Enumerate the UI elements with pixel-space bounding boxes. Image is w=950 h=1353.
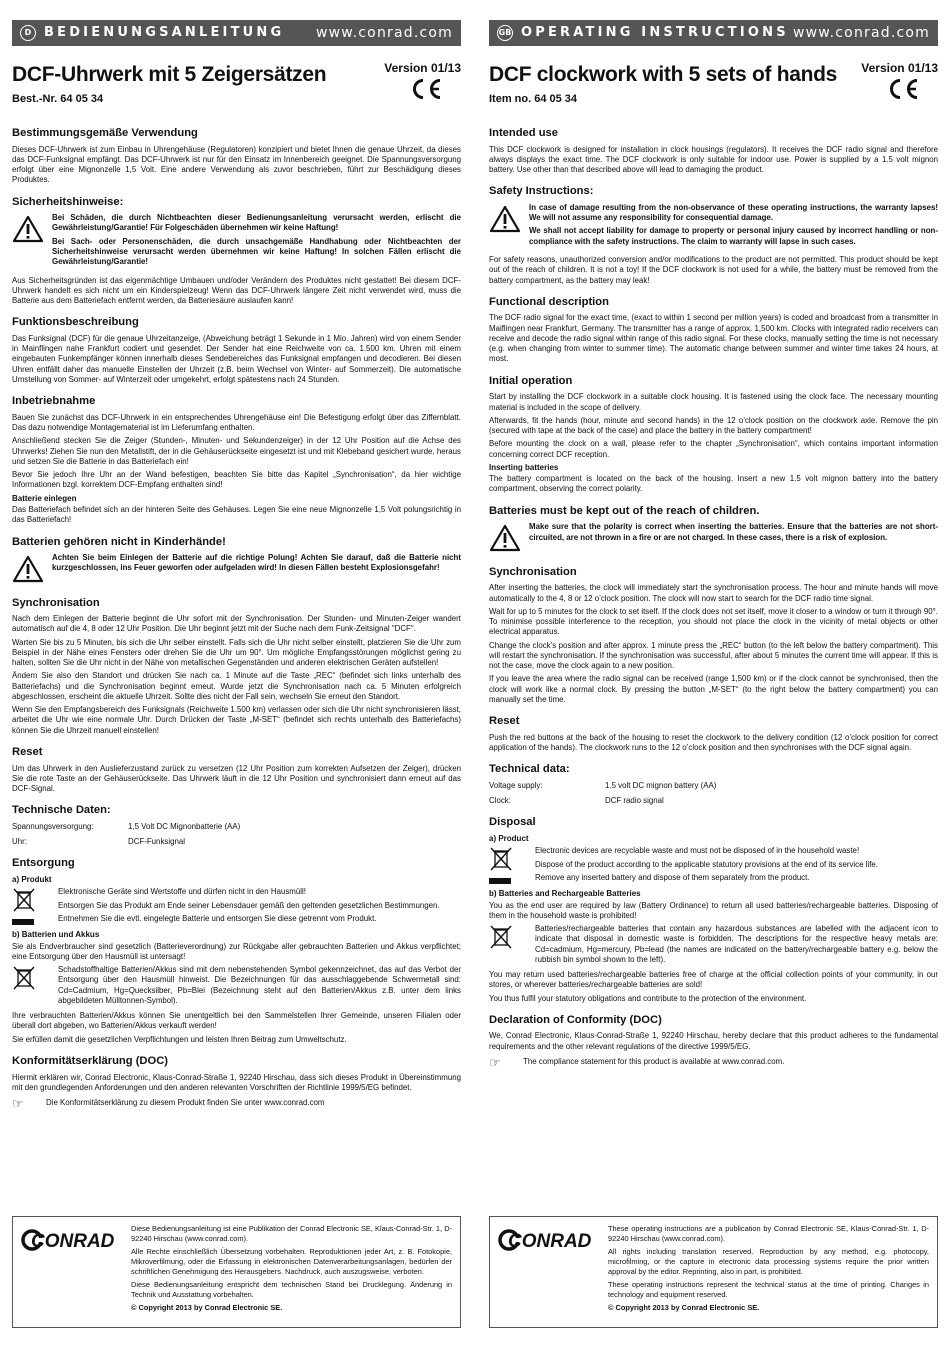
- paragraph: Entsorgen Sie das Produkt am Ende seiner Lebensdauer gemäß den geltenden gesetzlichen Bestimmungen.: [58, 900, 440, 910]
- warning-text: In case of damage resulting from the non-observance of these operating instructions, the warranty lapses! We will not assume any responsibility for consequential damage.: [529, 202, 938, 223]
- paragraph: Bevor Sie jedoch Ihre Uhr an der Wand befestigen, beachten Sie bitte das Kapitel „Synchronisation“, da hier wichtige Informationen bzgl. korrektem DCF-Empfang enthalten sind!: [12, 470, 461, 490]
- section-heading: Disposal: [489, 816, 536, 829]
- paragraph: Electronic devices are recyclable waste and must not be disposed of in the household waste!: [535, 846, 860, 856]
- warning-triangle-icon: [489, 524, 521, 552]
- footer-text: Alle Rechte einschließlich Übersetzung vorbehalten. Reproduktionen jeder Art, z. B. Fotokopie, Mikroverfilmung, oder die Erfassung in elektronischen Datenverarbeitungsanlagen, bedürfen der schriftlichen Genehmigung des Herausgebers. Nachdruck, auch auszugsweise, verboten.: [131, 1247, 452, 1276]
- paragraph: Hiermit erklären wir, Conrad Electronic, Klaus-Conrad-Straße 1, 92240 Hirschau, dass sich dieses Produkt in Übereinstimmung mit den grundlegenden Anforderungen und den anderen relevanten Vorschriften der Richtlinie 1999/5/EG befindet.: [12, 1072, 461, 1092]
- section-heading: Technical data:: [489, 763, 570, 776]
- paragraph: Before mounting the clock on a wall, please refer to the chapter „Synchronisation“, which contains important information concerning correct DCF reception.: [489, 439, 938, 459]
- conrad-logo: [21, 1228, 125, 1252]
- warning-triangle-icon: [12, 215, 44, 243]
- conformity-link-row: [489, 1056, 938, 1069]
- section-heading: Reset: [489, 715, 520, 728]
- warning-text: Bei Sach- oder Personenschäden, die durch unsachgemäße Handhabung oder Nichtbeachten der Sicherheitshinweise verursacht werden übernehmen wir keine Haftung! In solchen Fällen erlischt die Gewährleistung/Garantie!: [52, 236, 461, 267]
- title-block: [12, 61, 461, 117]
- pointing-hand-icon: ☞: [12, 1096, 24, 1112]
- black-bar-icon: [489, 878, 511, 884]
- paragraph: Schadstoffhaltige Batterien/Akkus sind mit dem nebenstehenden Symbol gekennzeichnet, das auf das Verbot der Entsorgung über den Hausmüll hinweist. Die Bezeichnungen für das ausschlaggebende Schwermetall sind: Cd=Cadmium, Hg=Quecksilber, Pb=Blei (Bezeichnung steht auf den Batterien/Akkus z.B. unter dem links abgebildeten Mülltonnen-Symbol).: [58, 965, 461, 1005]
- warning-triangle-icon: [489, 205, 521, 233]
- version-label: Version 01/13: [384, 61, 461, 75]
- header-title: OPERATING INSTRUCTIONS: [521, 24, 789, 40]
- section-heading: Reset: [12, 745, 43, 758]
- conformity-link-text: The compliance statement for this product is available at www.conrad.com.: [523, 1057, 785, 1067]
- section-heading: Technische Daten:: [12, 804, 111, 817]
- column-english: [489, 20, 938, 1350]
- warning-text: Bei Schäden, die durch Nichtbeachten dieser Bedienungsanleitung verursacht werden, erlischt die Gewährleistung/Garantie! Für Folgeschäden übernehmen wir keine Haftung!: [52, 213, 461, 233]
- paragraph: Aus Sicherheitsgründen ist das eigenmächtige Umbauen und/oder Verändern des Produktes nicht gestattet! Bei diesem DCF-Uhrwerk handelt es sich nicht um ein Kinderspielzeug! Wenn das DCF-Uhrwerk längere Zeit nicht verwendet wird, muss die Batterie aus dem Batteriefach entfernt werden, da Batteriesäure auslaufen kann!: [12, 275, 461, 306]
- footer-text: Diese Bedienungsanleitung entspricht dem technischen Stand bei Drucklegung. Änderung in Technik und Ausstattung vorbehalten.: [131, 1280, 452, 1299]
- warning-text: Achten Sie beim Einlegen der Batterie auf die richtige Polung! Achten Sie darauf, daß die Batterie nicht kurzgeschlossen, ins Feuer geworfen oder aufgeladen wird! In diesen Fällen besteht Explosionsgefahr!: [52, 553, 461, 573]
- paragraph: Ihre verbrauchten Batterien/Akkus können Sie unentgeltlich bei den Sammelstellen Ihrer Gemeinde, unseren Filialen oder überall dort abgeben, wo Batterien/Akkus verkauft werden!: [12, 1011, 461, 1031]
- crossed-bin-icon: [12, 887, 36, 913]
- paragraph: Das Batteriefach befindet sich an der hinteren Seite des Gehäuses. Legen Sie eine neue Mignonzelle 1,5 Volt polungsrichtig in das Batteriefach!: [12, 505, 461, 525]
- footer-text: Diese Bedienungsanleitung ist eine Publikation der Conrad Electronic SE, Klaus-Conrad-Str. 1, D-92240 Hirschau (www.conrad.com).: [131, 1224, 452, 1243]
- header-band: [12, 20, 461, 46]
- paragraph: You as the end user are required by law (Battery Ordinance) to return all used batteries/rechargeable batteries. Disposing of them in the household waste is prohibited!: [489, 900, 938, 920]
- subheading: Batterie einlegen: [12, 493, 77, 503]
- crossed-bin-icon: [12, 965, 36, 991]
- subheading: Inserting batteries: [489, 462, 559, 472]
- section-heading: Declaration of Conformity (DOC): [489, 1013, 662, 1026]
- title-block: [489, 61, 938, 117]
- document-title: DCF-Uhrwerk mit 5 Zeigersätzen: [12, 63, 327, 86]
- warning-block: [489, 203, 938, 250]
- logo-text: CONRAD: [31, 1231, 115, 1252]
- tech-key: Clock:: [489, 796, 511, 806]
- paragraph: We, Conrad Electronic, Klaus-Conrad-Straße 1, 92240 Hirschau, hereby declare that this product adheres to the fundamental requirements and the other relevant regulations of the directive 1999/5/EG.: [489, 1031, 938, 1051]
- paragraph: Push the red buttons at the back of the housing to reset the clockwork to the delivery condition (12 o’clock position for correct application of the hands). The clockwork runs to the 12 o’clock position and then synchronises with the DCF signal again.: [489, 732, 938, 753]
- tech-key: Voltage supply:: [489, 780, 543, 790]
- paragraph: Sie als Endverbraucher sind gesetzlich (Batterieverordnung) zur Rückgabe aller gebrauchten Batterien und Akkus verpflichtet; eine Entsorgung über den Hausmüll ist untersagt!: [12, 941, 461, 961]
- section-heading: Inbetriebnahme: [12, 395, 96, 408]
- section-heading: Functional description: [489, 295, 609, 308]
- paragraph: The battery compartment is located on the back of the housing. Insert a new 1.5 volt mignon battery into the battery compartment, observing the correct polarity.: [489, 474, 938, 494]
- warning-block: [12, 553, 461, 586]
- copyright: © Copyright 2013 by Conrad Electronic SE.: [608, 1303, 760, 1313]
- footer-text: These operating instructions are a publication by Conrad Electronic SE, Klaus-Conrad-Str. 1, D-92240 Hirschau (www.conrad.com).: [608, 1224, 929, 1243]
- language-badge: GB: [497, 25, 513, 41]
- paragraph: Batteries/rechargeable batteries that contain any hazardous substances are labelled with the adjacent icon to indicate that disposal in domestic waste is forbidden. The descriptions for the respective heavy metals are: Cd=cadmium, Hg=mercury, Pb=lead (the names are indicated on the battery/rechargeable battery e.g. below the rubbish bin symbol shown to the left).: [535, 924, 938, 964]
- paragraph: For safety reasons, unauthorized conversion and/or modifications to the product are not permitted. This product should be kept out of the reach of children. It is not a toy! If the DCF clockwork is not used for a while, the battery must be removed from the battery compartment, as the battery may leak!: [489, 254, 938, 285]
- disposal-block: [489, 846, 938, 886]
- crossed-bin-icon: [489, 924, 513, 950]
- paragraph: Nach dem Einlegen der Batterie beginnt die Uhr sofort mit der Synchronisation. Der Stunden- und Minuten-Zeiger wandert automatisch auf die 4, 8 oder 12 Uhr Position. Die Uhr beginnt jetzt mit der Suche nach dem Funk-Zeitsignal "DCF".: [12, 614, 461, 634]
- section-heading: Bestimmungsgemäße Verwendung: [12, 127, 198, 139]
- section-heading: Initial operation: [489, 374, 573, 387]
- item-number: Best.-Nr. 64 05 34: [12, 93, 104, 106]
- crossed-bin-icon: [489, 846, 513, 872]
- paragraph: Ändern Sie also den Standort und drücken Sie nach ca. 1 Minute auf die Taste „REC“ (befindet sich links unterhalb des Batteriefachs) und die Synchronisation beginnt erneut. Wurde jetzt die Synchronisation nach ca. 5 Minuten erfolgreich abgeschlossen, erscheint die aktuelle Uhrzeit. Sollte dies nicht der Fall sein, wechseln Sie erneut den Standort.: [12, 671, 461, 701]
- paragraph: Warten Sie bis zu 5 Minuten, bis sich die Uhr selber einstellt. Falls sich die Uhr nicht selber einstellt, platzieren Sie die Uhr zum Beispiel in der Nähe eines Fensters oder drehen Sie die Uhr um 90°. Um mögliche Empfangsstörungen möglichst gering zu halten, sollten Sie die Uhr nicht in der Nähe von metallischen Gegenständen und anderen elektrischen Geräten aufstellen!: [12, 637, 461, 668]
- paragraph: Das Funksignal (DCF) für die genaue Uhrzeitanzeige, (Abweichung beträgt 1 Sekunde in 1 Mio. Jahren) wird von einem Sender in Mainflingen nahe Frankfurt codiert und gesendet. Der Sender hat eine Reichweite von ca. 1.500 km. Uhren mit einem eingebauten Funkempfänger können innerhalb dieses Sendebereiches das Funksignal empfangen und decodieren. Bei diesen Uhren entfällt daher das manuelle Einstellen der Uhrzeit (z.B. beim Wechsel von Winter- auf Sommerzeit). Die automatische Umstellung von Sommer- auf Winterzeit oder umgekehrt, erfolgt spätestens nach 24 Stunden.: [12, 333, 461, 384]
- language-badge: D: [20, 25, 36, 41]
- tech-key: Spannungsversorgung:: [12, 821, 94, 831]
- paragraph: If you leave the area where the radio signal can be received (range 1,500 km) or if the clock cannot be synchronised, then the clock will work like a normal clock. By pressing the button „M-SET“ (to the right below the battery compartment) you can manually set the time.: [489, 674, 938, 704]
- conformity-link-text: Die Konformitätserklärung zu diesem Produkt finden Sie unter www.conrad.com: [46, 1098, 325, 1108]
- ce-mark-icon: [409, 78, 443, 100]
- conrad-logo: [498, 1228, 602, 1252]
- section-heading: Synchronisation: [489, 565, 577, 578]
- paragraph: Anschließend stecken Sie die Zeiger (Stunden-, Minuten- und Sekundenzeiger) in der 12 Uhr Position auf die Achse des Uhrwerks! Ziehen Sie nun den Metallstift, der in die Gehäuserückseite eingesetzt ist und mit Klebeband gesichert wurde, heraus und setzen Sie die Batterie in das Batteriefach ein!: [12, 436, 461, 466]
- tech-value: DCF radio signal: [605, 796, 664, 806]
- paragraph: Wait for up to 5 minutes for the clock to set itself. If the clock does not set itself, move it closer to a window or turn it through 90°. To minimise possible interference to the reception, you should not place the clock in the vicinity of metal objects or other electrical apparatus.: [489, 606, 938, 637]
- section-heading: Funktionsbeschreibung: [12, 316, 139, 329]
- disposal-block: [489, 924, 938, 968]
- paragraph: Wenn Sie den Empfangsbereich des Funksignals (Reichweite 1.500 km) verlassen oder sich die Uhr nicht synchronisieren lässt, arbeitet die Uhr wie eine normale Uhr. Durch Drücken der Taste „M-SET“ (befindet sich rechts unterhalb des Batteriefachs) können Sie die Uhrzeit manuell einstellen!: [12, 705, 461, 735]
- technical-data-table: [12, 822, 461, 848]
- ce-mark-icon: [886, 78, 920, 100]
- section-heading: Synchronisation: [12, 596, 100, 609]
- subheading: b) Batteries and Rechargeable Batteries: [489, 889, 641, 899]
- paragraph: Dieses DCF-Uhrwerk ist zum Einbau in Uhrengehäuse (Regulatoren) konzipiert und bietet Ihnen die genaue Uhrzeit, da dieses das DCF-Funksignal empfängt. Das DCF-Uhrwerk ist nur für den Einsatz im Innenbereich geeignet. Die Spannungsversorgung erfolgt über eine Mignonzelle 1,5 Volt. Eine andere Verwendung als zuvor beschrieben, führt zur Beschädigung dieses Produktes.: [12, 144, 461, 185]
- paragraph: You may return used batteries/rechargeable batteries free of charge at the official collection points of your community, in our stores, or wherever batteries/rechargeable batteries are sold!: [489, 970, 938, 990]
- technical-data-table: [489, 781, 938, 807]
- paragraph: After inserting the batteries, the clock will immediately start the synchronisation process. The hour and minute hands will move automatically to the 4, 8 or 12 o’clock position. The clock will now start to search for the DCF radio time signal.: [489, 583, 938, 603]
- paragraph: Sie erfüllen damit die gesetzlichen Verpflichtungen und leisten Ihren Beitrag zum Umweltschutz.: [12, 1034, 347, 1044]
- warning-text: We shall not accept liability for damage to property or personal injury caused by incorrect handling or non-compliance with the safety instructions. The claim to warranty will lapse in such cases.: [529, 226, 938, 246]
- section-heading: Batteries must be kept out of the reach of children.: [489, 504, 760, 517]
- pointing-hand-icon: ☞: [489, 1055, 501, 1070]
- paragraph: This DCF clockwork is designed for installation in clock housings (regulators). It receives the DCF radio signal and therefore always displays the exact time. The DCF clockwork is only suitable for indoor use. Power is supplied by a 1.5 volt mignon battery. Use other than that described above will lead to damaging the product.: [489, 144, 938, 175]
- header-website: www.conrad.com: [315, 24, 453, 41]
- warning-triangle-icon: [12, 555, 44, 583]
- warning-block: [489, 522, 938, 555]
- paragraph: Change the clock’s position and after approx. 1 minute press the „REC“ button (to the left below the battery compartment). This will restart the synchronisation. If the synchronisation was successful, after about 5 minutes the current time will appear. If this is not the case, move the clock again to a new position.: [489, 640, 938, 671]
- section-heading: Entsorgung: [12, 857, 75, 870]
- footer-text: All rights including translation reserved. Reproduction by any method, e.g. photocopy, microfilming, or the capture in electronic data processing systems require the prior written approval by the editor. Reprinting, also in part, is prohibited.: [608, 1247, 929, 1276]
- warning-text: Make sure that the polarity is correct when inserting the batteries. Ensure that the batteries are not short-circuited, are not thrown in a fire or are not charged. In these cases, there is a risk of explosion.: [529, 522, 938, 542]
- footer-box: [489, 1216, 938, 1328]
- footer-text: These operating instructions represent the technical status at the time of printing. Changes in technology and equipment reserved.: [608, 1280, 929, 1299]
- paragraph: Afterwards, fit the hands (hour, minute and second hands) in the 12 o’clock position on the clockwork axle. Remove the pin (secured with tape at the back of the case) and place the battery in the battery compartment!: [489, 415, 938, 436]
- paragraph: Dispose of the product according to the applicable statutory provisions at the end of its service life.: [535, 859, 878, 869]
- tech-value: 1.5 volt DC mignon battery (AA): [605, 780, 717, 790]
- section-heading: Safety Instructions:: [489, 185, 594, 198]
- section-heading: Konformitätserklärung (DOC): [12, 1054, 169, 1067]
- subheading: b) Batterien und Akkus: [12, 930, 100, 940]
- header-band: [489, 20, 938, 46]
- document-title: DCF clockwork with 5 sets of hands: [489, 63, 838, 86]
- copyright: © Copyright 2013 by Conrad Electronic SE.: [131, 1303, 283, 1313]
- footer-box: [12, 1216, 461, 1328]
- disposal-block: [12, 887, 461, 927]
- section-heading: Intended use: [489, 127, 558, 139]
- version-label: Version 01/13: [861, 61, 938, 75]
- tech-value: DCF-Funksignal: [128, 837, 186, 847]
- paragraph: Start by installing the DCF clockwork in a suitable clock housing. It is fastened using the clock face. The necessary mounting material is included in the scope of delivery.: [489, 392, 938, 412]
- paragraph: Remove any inserted battery and dispose of them separately from the product.: [535, 872, 810, 882]
- paragraph: Bauen Sie zunächst das DCF-Uhrwerk in ein entsprechendes Uhrengehäuse ein! Die Befestigung erfolgt über das Ziffernblatt. Das dazu notwendige Montagematerial ist im Lieferumfang enthalten.: [12, 412, 461, 433]
- paragraph: The DCF radio signal for the exact time, (exact to within 1 second per million years) is coded and broadcast from a transmitter in Maiflingen near Frankfurt, Germany. The transmitter has a range of approx. 1,500 km. Clocks with integrated radio receivers can receive and decode the radio signal within range of this radio signal. For these clocks, manually setting the time is not necessary (e.g. when changing from winter to summer time). The automatic change between summer and winter time takes 24 hours, at most.: [489, 313, 938, 364]
- tech-key: Uhr:: [12, 837, 27, 847]
- section-heading: Sicherheitshinweise:: [12, 195, 124, 208]
- paragraph: Elektronische Geräte sind Wertstoffe und dürfen nicht in den Hausmüll!: [58, 887, 306, 897]
- subheading: a) Produkt: [12, 875, 52, 884]
- header-website: www.conrad.com: [792, 24, 930, 41]
- section-heading: Batterien gehören nicht in Kinderhände!: [12, 535, 226, 548]
- paragraph: You thus fulfil your statutory obligations and contribute to the protection of the environment.: [489, 993, 807, 1003]
- subheading: a) Product: [489, 833, 529, 843]
- item-number: Item no. 64 05 34: [489, 93, 578, 106]
- warning-block: [12, 213, 461, 270]
- header-title: BEDIENUNGSANLEITUNG: [44, 24, 285, 40]
- paragraph: Entnehmen Sie die evtl. eingelegte Batterie und entsorgen Sie diese getrennt vom Produkt.: [58, 913, 377, 923]
- conformity-link-row: [12, 1097, 461, 1110]
- logo-text: CONRAD: [508, 1231, 592, 1252]
- disposal-block: [12, 965, 461, 1009]
- black-bar-icon: [12, 919, 34, 925]
- column-german: [12, 20, 461, 1350]
- paragraph: Um das Uhrwerk in den Auslieferzustand zurück zu versetzen (12 Uhr Position zum korrekten Aufsetzen der Zeiger), drücken Sie die rote Taste an der Gehäuserückseite. Das Uhrwerk läuft in die 12 Uhr Position und synchronisiert dann erneut auf das DCF-Signal.: [12, 763, 461, 794]
- tech-value: 1,5 Volt DC Mignonbatterie (AA): [128, 821, 241, 831]
